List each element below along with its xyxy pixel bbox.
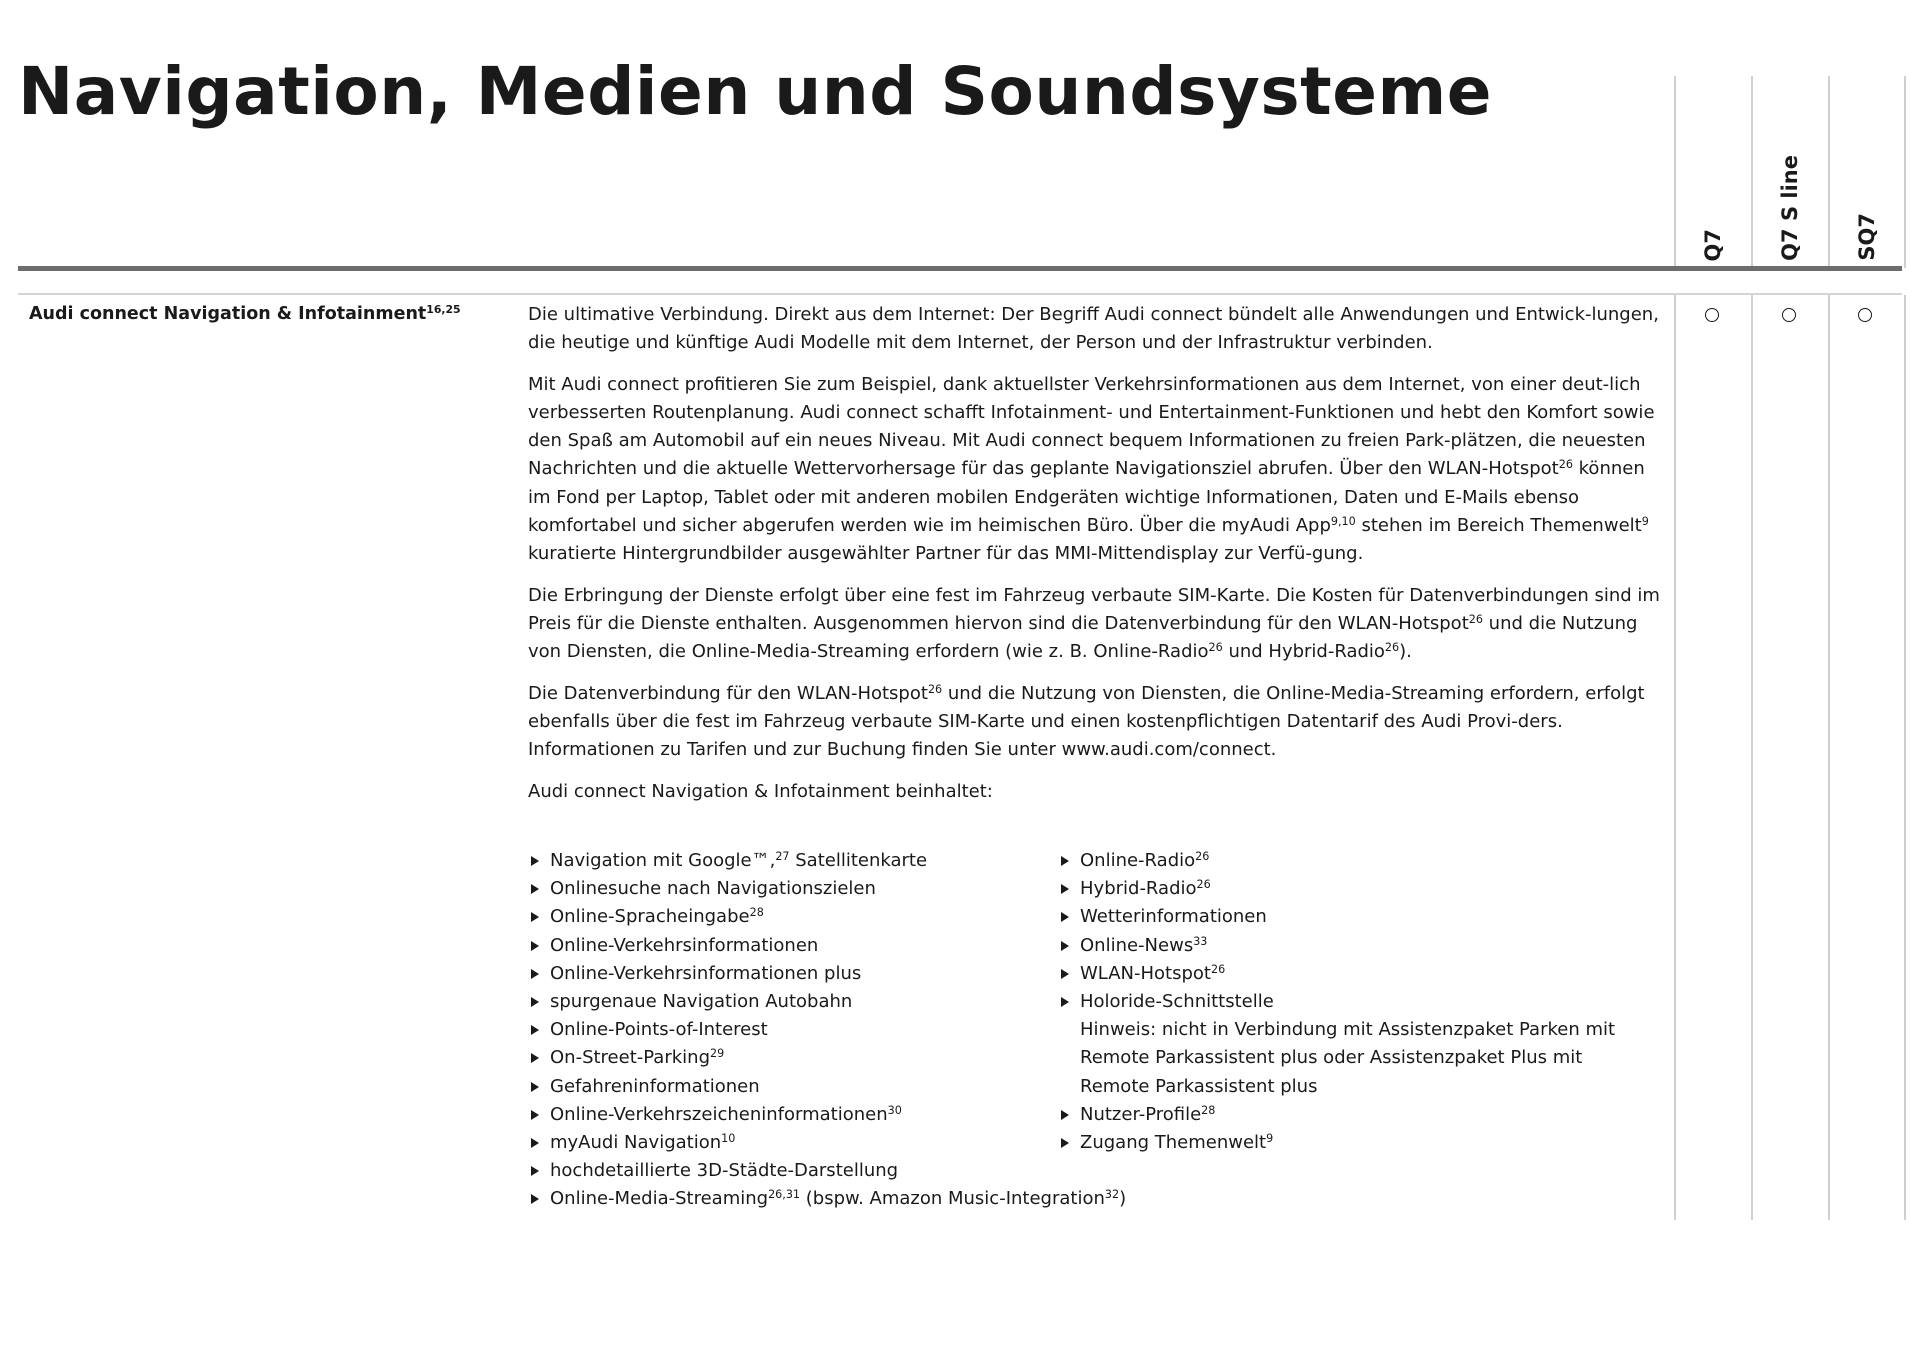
model-header-sq7 — [1830, 76, 1904, 261]
description-text: stehen im Bereich Themenwelt — [1355, 514, 1642, 536]
footnote-ref: 27 — [775, 849, 790, 863]
bullet-triangle-icon — [531, 1166, 539, 1176]
footnote-ref: 26 — [1468, 612, 1483, 626]
bullet-triangle-icon — [531, 884, 539, 894]
footnote-ref: 26,31 — [768, 1188, 801, 1202]
footnote-ref: 26 — [1384, 640, 1400, 654]
list-item-text: Online-Verkehrsinformationen plus — [550, 962, 862, 984]
optional-circle-icon — [1705, 308, 1719, 322]
list-item-text: Online-News — [1080, 934, 1194, 956]
optional-circle-icon — [1782, 308, 1796, 322]
list-item — [528, 1073, 1126, 1101]
footnote-ref: 10 — [721, 1131, 736, 1145]
list-item-text: Online-Media-Streaming — [550, 1188, 769, 1210]
footnote-ref: 26 — [1196, 878, 1211, 892]
list-item — [1058, 1101, 1615, 1129]
description-paragraph — [528, 778, 1668, 806]
list-item-text: hochdetaillierte 3D-Städte-Darstellung — [550, 1160, 899, 1182]
footnote-ref: 26 — [1558, 458, 1573, 472]
footnote-ref: 30 — [887, 1103, 902, 1117]
footnote-ref: 33 — [1193, 934, 1208, 948]
column-divider — [1904, 76, 1906, 268]
list-item — [528, 988, 1126, 1016]
model-label: SQ7 — [1855, 213, 1879, 261]
description-text: ). — [1399, 641, 1412, 663]
list-item-note — [1058, 1073, 1615, 1101]
list-item-text: myAudi Navigation — [550, 1132, 722, 1154]
bullet-triangle-icon — [1061, 969, 1069, 979]
list-item-text: (bspw. Amazon Music-Integration — [800, 1188, 1105, 1210]
model-label: Q7 — [1701, 228, 1725, 261]
list-item-note — [1058, 1016, 1615, 1044]
column-divider — [1751, 295, 1753, 1220]
feature-list-right — [1058, 847, 1615, 1157]
bullet-triangle-icon — [531, 969, 539, 979]
description-paragraph — [528, 680, 1668, 765]
list-item — [528, 875, 1126, 903]
list-item-note — [1058, 1044, 1615, 1072]
feature-list-left — [528, 847, 1126, 1214]
list-item — [1058, 932, 1615, 960]
bullet-triangle-icon — [1061, 941, 1069, 951]
list-item — [528, 960, 1126, 988]
list-item-text: Zugang Themenwelt — [1080, 1132, 1267, 1154]
footnote-ref: 16,25 — [426, 303, 461, 317]
bullet-triangle-icon — [531, 856, 539, 866]
row-rule — [18, 293, 1902, 295]
list-item-text: Online-Radio — [1080, 850, 1196, 871]
description-text: Die Erbringung der Dienste erfolgt über eine fest im Fahrzeug verbaute SIM-Karte. Die Kosten für Datenverbindungen sind im Preis für die Dienste enthalten. Ausgenommen hiervon sind die Datenverbindung für den WLAN-Hotspot — [528, 584, 1660, 634]
description-paragraph — [528, 301, 1668, 357]
description-text: Mit Audi connect profitieren Sie zum Beispiel, dank aktuellster Verkehrsinformationen aus dem Internet, von einer deut-lich verbesserten Routenplanung. Audi connect schafft Infotainment- und Entertainment-Funktionen und hebt den Komfort sowie den Spaß am Automobil auf ein neues Niveau. Mit Audi connect bequem Informationen zu freien Park-plätzen, die neuesten Nachrichten und die aktuelle Wettervorhersage für das geplante Navigationsziel abrufen. Über den WLAN-Hotspot — [528, 373, 1655, 480]
footnote-ref: 26 — [927, 682, 943, 696]
list-item — [528, 1101, 1126, 1129]
page-title: Navigation, Medien und Soundsysteme — [18, 53, 1493, 130]
bullet-triangle-icon — [531, 912, 539, 922]
description-text: und die Nutzung von Diensten, die Online-Media-Streaming erfordern (wie z. B. Online-Radio — [528, 612, 1638, 663]
bullet-triangle-icon — [531, 1053, 539, 1063]
feature-name-text: Audi connect Navigation & Infotainment — [29, 304, 427, 324]
footnote-ref: 9,10 — [1330, 514, 1356, 528]
description-text: und die Nutzung von Diensten, die Online-Media-Streaming erfordern, erfolgt ebenfalls über die fest im Fahrzeug verbaute SIM-Karte und einen kostenpflichtigen Datentarif des Audi Provi-ders. Informationen zu Tarifen und zur Buchung finden Sie unter www.audi.com/connect. — [528, 682, 1645, 761]
list-item-text: Online-Spracheingabe — [550, 906, 750, 928]
bullet-triangle-icon — [1061, 1110, 1069, 1120]
footnote-ref: 28 — [1201, 1103, 1216, 1117]
column-divider — [1674, 295, 1676, 1220]
list-item — [528, 847, 1126, 875]
list-item — [1058, 1129, 1615, 1157]
description-text: können im Fond per Laptop, Tablet oder mit anderen mobilen Endgeräten wichtige Informationen, Daten und E-Mails ebenso komfortabel und sicher abgerufen werden wie im heimischen Büro. Über die myAudi App — [528, 458, 1645, 536]
bullet-triangle-icon — [1061, 997, 1069, 1007]
optional-circle-icon — [1858, 308, 1872, 322]
list-item-text: Onlinesuche nach Navigationszielen — [550, 878, 876, 900]
bullet-triangle-icon — [1061, 912, 1069, 922]
list-item-text: Hinweis: nicht in Verbindung mit Assistenzpaket Parken mit — [1080, 1019, 1616, 1041]
list-item — [528, 1016, 1126, 1044]
bullet-triangle-icon — [531, 1138, 539, 1148]
list-item — [528, 932, 1126, 960]
description-paragraph — [528, 371, 1668, 568]
footnote-ref: 26 — [1195, 849, 1210, 863]
feature-name — [29, 302, 461, 326]
description-text: Die ultimative Verbindung. Direkt aus dem Internet: Der Begriff Audi connect bündelt alle Anwendungen und Entwick-lungen, die heutige und künftige Audi Modelle mit dem Internet, der Person und der Infrastruktur verbinden. — [528, 304, 1659, 354]
list-item-text: On-Street-Parking — [550, 1047, 710, 1069]
list-item-text: Remote Parkassistent plus — [1080, 1075, 1318, 1097]
list-item-text: Wetterinformationen — [1080, 906, 1267, 928]
description-text: Die Datenverbindung für den WLAN-Hotspot — [528, 682, 928, 704]
list-item — [1058, 988, 1615, 1016]
model-header-q7 — [1676, 76, 1750, 261]
list-item — [528, 1044, 1126, 1072]
description-text: kuratierte Hintergrundbilder ausgewählter Partner für das MMI-Mittendisplay zur Verfü-gung. — [528, 543, 1364, 565]
list-item — [528, 1185, 1126, 1213]
bullet-triangle-icon — [531, 941, 539, 951]
column-divider — [1904, 295, 1906, 1220]
list-item-text: Satellitenkarte — [789, 850, 928, 871]
bullet-triangle-icon — [531, 997, 539, 1007]
list-item — [1058, 875, 1615, 903]
list-item-text: Navigation mit Google™, — [550, 850, 776, 871]
bullet-triangle-icon — [1061, 884, 1069, 894]
list-item-text: Holoride-Schnittstelle — [1080, 991, 1274, 1013]
footnote-ref: 26 — [1208, 640, 1223, 654]
list-item-text: WLAN-Hotspot — [1080, 962, 1211, 984]
description-text: Audi connect Navigation & Infotainment beinhaltet: — [528, 780, 993, 802]
footnote-ref: 32 — [1104, 1188, 1120, 1202]
list-item — [528, 903, 1126, 931]
list-item — [528, 1129, 1126, 1157]
list-item-text: Remote Parkassistent plus oder Assistenzpaket Plus mit — [1080, 1047, 1583, 1069]
bullet-triangle-icon — [531, 1025, 539, 1035]
list-item-text: Gefahreninformationen — [550, 1075, 760, 1097]
footnote-ref: 28 — [749, 906, 764, 920]
header-rule — [18, 266, 1902, 271]
bullet-triangle-icon — [1061, 1138, 1069, 1148]
list-item-text: Nutzer-Profile — [1080, 1103, 1202, 1125]
list-item-text: Online-Points-of-Interest — [550, 1019, 768, 1041]
description-paragraph — [528, 582, 1668, 667]
bullet-triangle-icon — [531, 1194, 539, 1204]
footnote-ref: 26 — [1211, 962, 1226, 976]
model-header-q7-s-line — [1753, 76, 1827, 261]
list-item — [1058, 903, 1615, 931]
list-item-text: spurgenaue Navigation Autobahn — [550, 991, 853, 1013]
bullet-triangle-icon — [531, 1082, 539, 1092]
feature-description — [528, 301, 1668, 819]
bullet-triangle-icon — [531, 1110, 539, 1120]
list-item — [1058, 960, 1615, 988]
list-item — [528, 1157, 1126, 1185]
list-item-text: Online-Verkehrszeicheninformationen — [550, 1103, 888, 1125]
list-item — [1058, 847, 1615, 875]
model-label: Q7 S line — [1778, 155, 1802, 261]
footnote-ref: 9 — [1266, 1131, 1274, 1145]
bullet-triangle-icon — [1061, 856, 1069, 866]
description-text: und Hybrid-Radio — [1222, 641, 1385, 663]
list-item-text: Hybrid-Radio — [1080, 878, 1197, 900]
footnote-ref: 9 — [1641, 514, 1649, 528]
list-item-text: Online-Verkehrsinformationen — [550, 934, 819, 956]
list-item-text: ) — [1119, 1188, 1127, 1210]
column-divider — [1828, 295, 1830, 1220]
footnote-ref: 29 — [710, 1047, 725, 1061]
